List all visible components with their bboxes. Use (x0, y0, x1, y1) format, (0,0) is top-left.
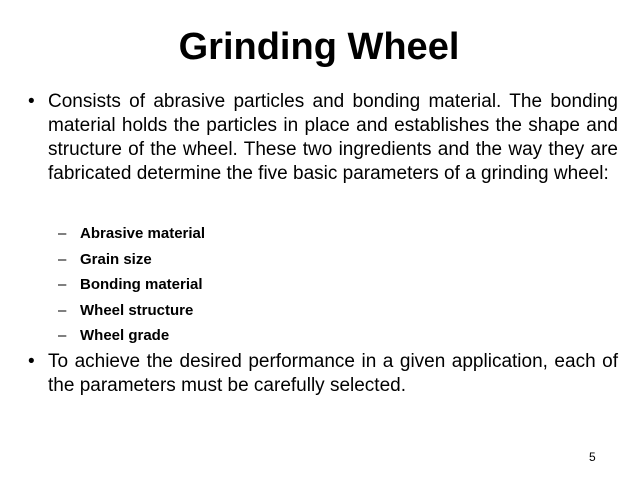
bullet-text: To achieve the desired performance in a given application, each of the parameters must be carefully selected. (48, 351, 618, 396)
parameter-list (58, 221, 205, 349)
bullet-text: Consists of abrasive particles and bonding material. The bonding material holds the particles in place and establishes the shape and structure of the wheel. These two ingredients and the way they are fabricated determine the five basic parameters of a grinding wheel: (48, 91, 618, 184)
dash-marker: – (58, 327, 67, 344)
parameter-item (58, 298, 205, 324)
dash-marker: – (58, 276, 67, 293)
dash-marker: – (58, 250, 67, 268)
parameter-item (58, 247, 205, 273)
parameter-label: Wheel grade (80, 327, 170, 344)
parameter-item (58, 272, 205, 298)
dash-marker: – (58, 301, 67, 319)
page-number: 5 (589, 450, 596, 464)
parameter-label: Bonding material (80, 276, 203, 293)
parameter-item (58, 221, 205, 247)
dash-marker: – (58, 225, 67, 242)
bullet-marker: • (28, 351, 35, 372)
bullet-item (28, 350, 618, 398)
slide-title: Grinding Wheel (178, 26, 460, 68)
parameter-item (58, 323, 205, 349)
parameter-label: Abrasive material (80, 225, 206, 242)
parameter-label: Grain size (80, 250, 152, 268)
parameter-label: Wheel structure (80, 301, 194, 319)
bullet-item (28, 90, 618, 186)
bullet-marker: • (28, 91, 35, 112)
